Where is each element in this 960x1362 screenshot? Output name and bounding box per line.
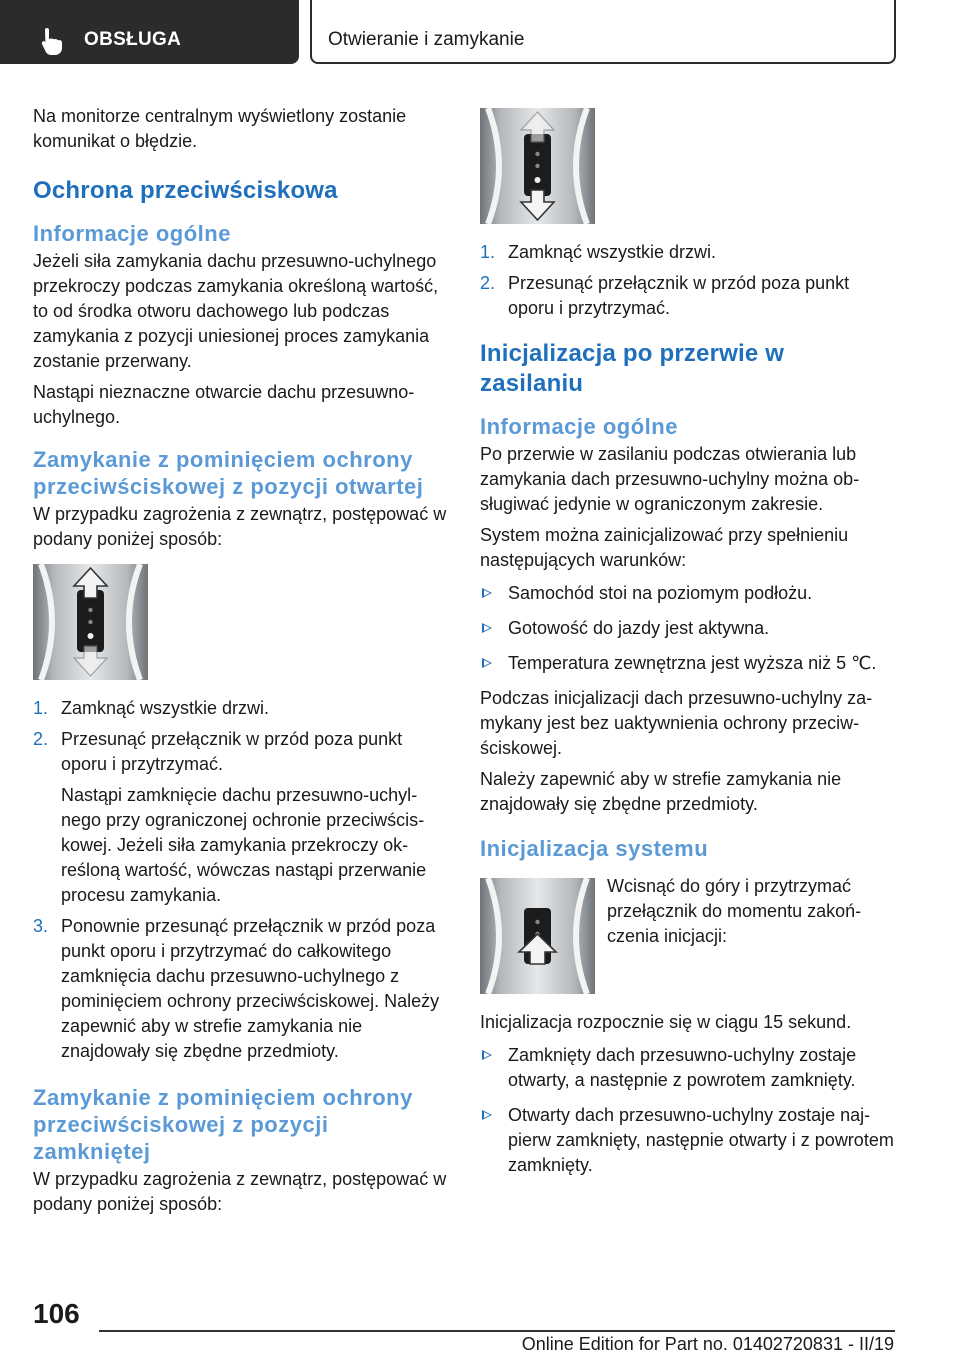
footer-rule xyxy=(99,1330,895,1332)
hand-pointer-icon xyxy=(38,26,66,56)
condition-text: Samochód stoi na poziomym podłożu. xyxy=(508,583,813,603)
switch-forward-illustration xyxy=(33,564,148,680)
intro-paragraph: Na monitorze centralnym wyświetlony zostanie komunikat o błędzie. xyxy=(33,106,407,151)
switch-forward-illustration-2 xyxy=(480,108,595,224)
steps-close-from-open xyxy=(33,696,447,1064)
paragraph-danger-procedure-2: W przypadku zagrożenia z zewnątrz, postępować w podany poniżej sposób: xyxy=(33,1169,447,1214)
header-section-title: OBSŁUGA xyxy=(84,29,182,50)
left-column xyxy=(33,104,447,1223)
step-text: Zamknąć wszystkie drzwi. xyxy=(61,698,270,718)
step-number: 3. xyxy=(33,916,49,936)
list-item xyxy=(480,1043,894,1093)
step-number: 2. xyxy=(33,729,49,749)
list-item xyxy=(480,240,894,265)
footer-edition: Online Edition for Part no. 01402720831 - II/19 xyxy=(521,1334,894,1354)
outcome-text: Otwarty dach przesuwno-uchylny zostaje najpierw zamknięty, następnie otwarty i z powrotem zamknięty. xyxy=(508,1105,894,1175)
subheading-close-from-closed: Zamykanie z pominięciem ochrony przeciwściskowej z pozycji zamkniętej xyxy=(33,1085,413,1164)
header-section-tab xyxy=(0,0,299,64)
list-item xyxy=(33,727,447,908)
list-item xyxy=(33,696,447,721)
step-text: Przesunąć przełącznik w przód poza punkt oporu i przytrzymać. xyxy=(508,273,850,318)
bullet-triangle-icon xyxy=(482,1050,492,1060)
condition-text: Gotowość do jazdy jest aktywna. xyxy=(508,618,770,638)
paragraph-anti-trap-info: Jeżeli siła zamykania dachu przesuwno-uchylnego przekroczy podczas zamykania określoną wartość, to od środka otworu dachowego lub podczas zamykania z pozycji uniesionej proces zamykania zostanie przerwany. xyxy=(33,251,439,371)
init-instruction-block xyxy=(480,872,894,994)
step-number: 2. xyxy=(480,273,496,293)
switch-up-illustration xyxy=(480,878,595,994)
conditions-list xyxy=(480,581,894,676)
list-item xyxy=(480,651,894,676)
step-text: Przesunąć przełącznik w przód poza punkt oporu i przytrzymać. xyxy=(61,729,403,774)
list-item xyxy=(480,581,894,606)
step-text: Ponownie przesunąć przełącznik w przód poza punkt oporu i przytrzymać do całkowitego zamknięcia dachu przesuwno-uchylnego z pominięciem ochrony przeciwściskowej. Należy zapewnić aby w strefie zamykania nie znajdowały się zbędne przedmioty. xyxy=(61,916,440,1061)
bullet-triangle-icon xyxy=(482,658,492,668)
outcomes-list xyxy=(480,1043,894,1178)
paragraph-clear-zone: Należy zapewnić aby w strefie zamykania nie znajdowały się zbędne przedmioty. xyxy=(480,769,842,814)
step-number: 1. xyxy=(480,242,496,262)
bullet-triangle-icon xyxy=(482,1110,492,1120)
header-chapter-box xyxy=(310,0,896,64)
page-number: 106 xyxy=(33,1298,80,1329)
bullet-triangle-icon xyxy=(482,588,492,598)
list-item xyxy=(33,914,447,1064)
header-chapter-title: Otwieranie i zamykanie xyxy=(328,29,525,50)
steps-close-from-closed xyxy=(480,240,894,321)
condition-text: Temperatura zewnętrzna jest wyższa niż 5 ℃. xyxy=(508,653,877,673)
init-instruction-text: Wcisnąć do góry i przytrzymać przełącznik do momentu zakończenia inicjacji: xyxy=(607,876,862,946)
list-item xyxy=(480,1103,894,1178)
right-column xyxy=(480,104,894,1188)
paragraph-power-interruption: Po przerwie w zasilaniu podczas otwierania lub zamykania dach przesuwno-uchylny można obsługiwać jedynie w ograniczonym zakresie. xyxy=(480,444,860,514)
bullet-triangle-icon xyxy=(482,623,492,633)
paragraph-slight-opening: Nastąpi nieznaczne otwarcie dachu przesuwno-uchylnego. xyxy=(33,382,415,427)
paragraph-init-starts: Inicjalizacja rozpocznie się w ciągu 15 sekund. xyxy=(480,1012,852,1032)
subheading-general-info: Informacje ogólne xyxy=(33,221,231,246)
step-text: Zamknąć wszystkie drzwi. xyxy=(508,242,717,262)
paragraph-init-no-antitrap: Podczas inicjalizacji dach przesuwno-uchylny zamykany jest bez uaktywnienia ochrony przeciwściskowej. xyxy=(480,688,873,758)
subheading-system-init: Inicjalizacja systemu xyxy=(480,836,709,861)
heading-anti-trap: Ochrona przeciwściskowa xyxy=(33,177,338,204)
subheading-close-from-open: Zamykanie z pominięciem ochrony przeciwściskowej z pozycji otwartej xyxy=(33,447,424,499)
list-item xyxy=(480,616,894,641)
paragraph-danger-procedure: W przypadku zagrożenia z zewnątrz, postępować w podany poniżej sposób: xyxy=(33,504,447,549)
step-number: 1. xyxy=(33,698,49,718)
subheading-general-info-2: Informacje ogólne xyxy=(480,414,678,439)
outcome-text: Zamknięty dach przesuwno-uchylny zostaje otwarty, a następnie z powrotem zamknięty. xyxy=(508,1045,857,1090)
step-continuation: Nastąpi zamknięcie dachu przesuwno-uchylnego przy ograniczonej ochronie przeciwściskowej. Jeżeli siła zamykania przekroczy określoną wartość, wówczas nastąpi przerwanie procesu zamykania. xyxy=(61,785,427,905)
paragraph-conditions-intro: System można zainicjalizować przy spełnieniu następujących warunków: xyxy=(480,525,849,570)
heading-initialization: Inicjalizacja po przerwie w zasilaniu xyxy=(480,340,785,397)
list-item xyxy=(480,271,894,321)
